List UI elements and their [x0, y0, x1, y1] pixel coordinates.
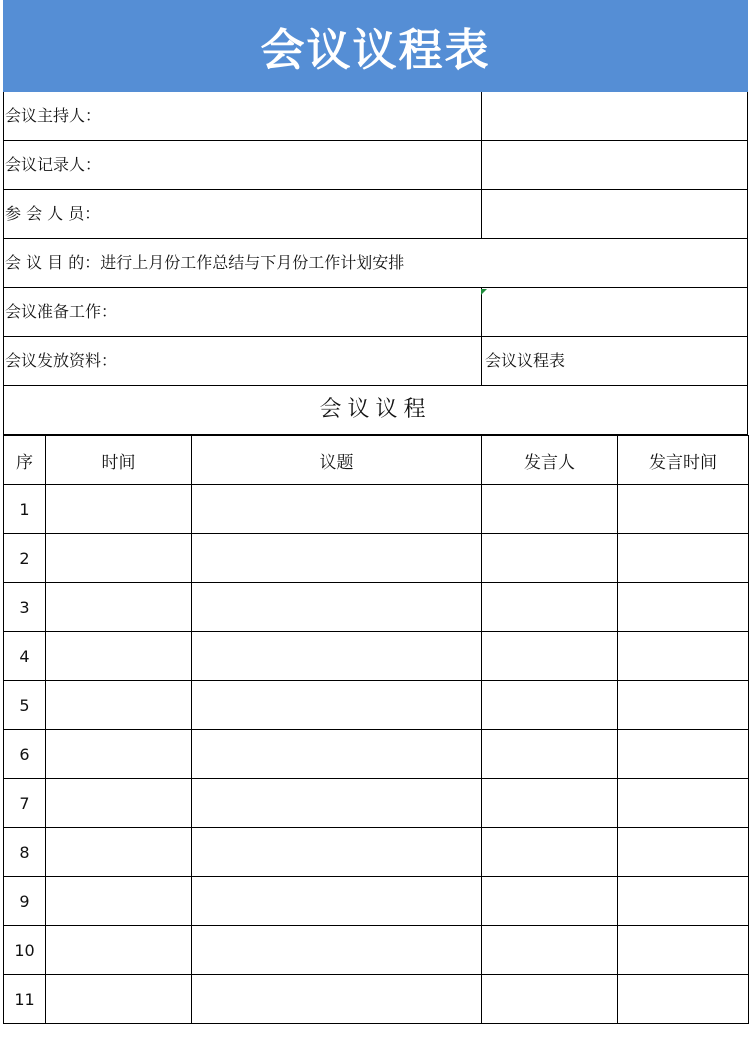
topic-cell[interactable] — [192, 779, 482, 828]
table-row — [4, 681, 749, 730]
table-row — [4, 975, 749, 1024]
right-border — [747, 92, 748, 435]
row-number: 8 — [4, 828, 46, 877]
topic-cell[interactable] — [192, 926, 482, 975]
row-number: 7 — [4, 779, 46, 828]
topic-cell[interactable] — [192, 681, 482, 730]
table-row — [4, 926, 749, 975]
row-number: 5 — [4, 681, 46, 730]
speaking-time-cell[interactable] — [618, 779, 749, 828]
speaker-cell[interactable] — [482, 681, 618, 730]
table-row — [4, 730, 749, 779]
materials-label: 会议发放资料： — [5, 351, 118, 370]
row-number: 9 — [4, 877, 46, 926]
header-topic: 议题 — [192, 436, 482, 485]
table-row — [4, 583, 749, 632]
preparation-label: 会议准备工作： — [5, 302, 118, 321]
speaker-cell[interactable] — [482, 779, 618, 828]
speaking-time-cell[interactable] — [618, 926, 749, 975]
table-row — [4, 828, 749, 877]
host-label: 会议主持人： — [5, 106, 102, 125]
attendees-value[interactable] — [481, 190, 748, 238]
header-speaking-time: 发言时间 — [618, 436, 749, 485]
left-border — [3, 92, 4, 1017]
speaking-time-cell[interactable] — [618, 975, 749, 1024]
speaker-cell[interactable] — [482, 975, 618, 1024]
table-row — [4, 534, 749, 583]
time-cell[interactable] — [46, 779, 192, 828]
topic-cell[interactable] — [192, 828, 482, 877]
materials-value[interactable]: 会议议程表 — [481, 337, 748, 385]
topic-cell[interactable] — [192, 485, 482, 534]
page-title: 会议议程表 — [260, 25, 491, 76]
time-cell[interactable] — [46, 681, 192, 730]
row-number: 6 — [4, 730, 46, 779]
recorder-label: 会议记录人： — [5, 155, 102, 174]
host-value[interactable] — [481, 92, 748, 140]
speaker-cell[interactable] — [482, 877, 618, 926]
header-time: 时间 — [46, 436, 192, 485]
title-banner — [3, 0, 748, 92]
topic-cell[interactable] — [192, 730, 482, 779]
row-number: 3 — [4, 583, 46, 632]
table-row — [4, 485, 749, 534]
preparation-value[interactable] — [481, 288, 748, 336]
agenda-table — [3, 435, 749, 1024]
speaking-time-cell[interactable] — [618, 828, 749, 877]
speaking-time-cell[interactable] — [618, 730, 749, 779]
purpose-label: 会 议 目 的：进行上月份工作总结与下月份工作计划安排 — [5, 253, 405, 272]
info-row-preparation — [3, 288, 748, 337]
topic-cell[interactable] — [192, 632, 482, 681]
attendees-label: 参 会 人 员： — [5, 204, 101, 223]
info-row-purpose — [3, 239, 748, 288]
table-row — [4, 877, 749, 926]
topic-cell[interactable] — [192, 975, 482, 1024]
agenda-rows — [4, 485, 749, 1024]
speaker-cell[interactable] — [482, 926, 618, 975]
time-cell[interactable] — [46, 828, 192, 877]
speaker-cell[interactable] — [482, 828, 618, 877]
speaking-time-cell[interactable] — [618, 485, 749, 534]
row-number: 11 — [4, 975, 46, 1024]
table-header-row — [4, 436, 749, 485]
speaking-time-cell[interactable] — [618, 583, 749, 632]
speaking-time-cell[interactable] — [618, 681, 749, 730]
row-number: 10 — [4, 926, 46, 975]
speaking-time-cell[interactable] — [618, 632, 749, 681]
time-cell[interactable] — [46, 926, 192, 975]
time-cell[interactable] — [46, 877, 192, 926]
time-cell[interactable] — [46, 975, 192, 1024]
speaking-time-cell[interactable] — [618, 534, 749, 583]
info-row-materials — [3, 337, 748, 386]
header-speaker: 发言人 — [482, 436, 618, 485]
time-cell[interactable] — [46, 485, 192, 534]
time-cell[interactable] — [46, 534, 192, 583]
speaker-cell[interactable] — [482, 730, 618, 779]
time-cell[interactable] — [46, 583, 192, 632]
topic-cell[interactable] — [192, 583, 482, 632]
speaker-cell[interactable] — [482, 632, 618, 681]
table-row — [4, 632, 749, 681]
time-cell[interactable] — [46, 730, 192, 779]
speaker-cell[interactable] — [482, 485, 618, 534]
speaking-time-cell[interactable] — [618, 877, 749, 926]
agenda-title: 会议议程 — [3, 386, 748, 435]
header-number: 序 — [4, 436, 46, 485]
info-row-attendees — [3, 190, 748, 239]
row-number: 4 — [4, 632, 46, 681]
info-row-recorder — [3, 141, 748, 190]
speaker-cell[interactable] — [482, 534, 618, 583]
time-cell[interactable] — [46, 632, 192, 681]
cell-comment-indicator — [481, 289, 487, 295]
table-row — [4, 779, 749, 828]
topic-cell[interactable] — [192, 877, 482, 926]
row-number: 1 — [4, 485, 46, 534]
row-number: 2 — [4, 534, 46, 583]
topic-cell[interactable] — [192, 534, 482, 583]
recorder-value[interactable] — [481, 141, 748, 189]
info-row-host — [3, 92, 748, 141]
speaker-cell[interactable] — [482, 583, 618, 632]
